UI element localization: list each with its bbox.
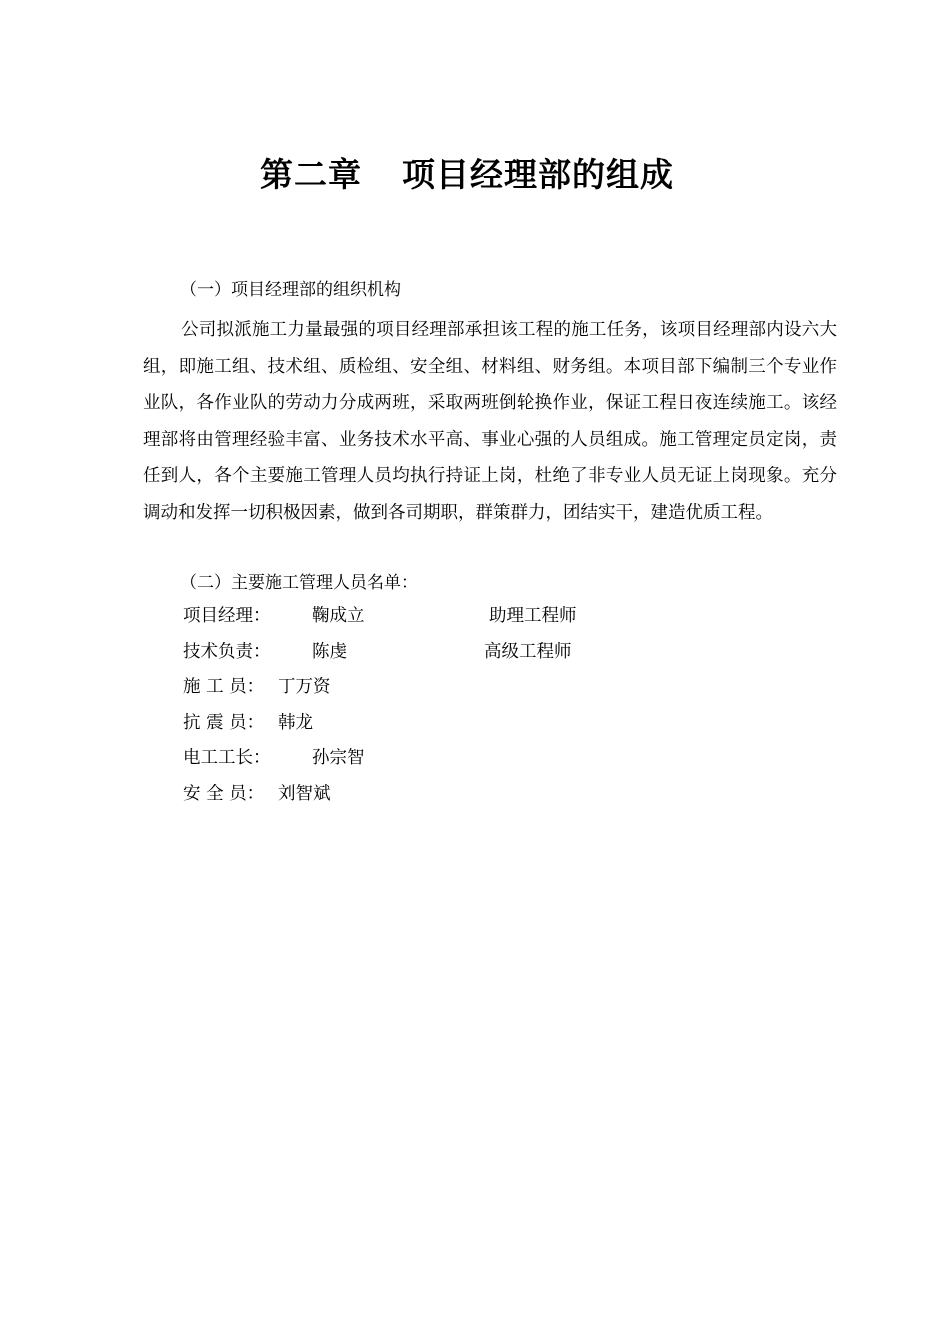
staff-name: 韩龙 [278,713,313,733]
section-heading-staff-list: （二）主要施工管理人员名单： [180,573,418,593]
staff-row [183,710,783,736]
staff-role: 抗 震 员： [183,713,265,733]
staff-name: 孙宗智 [312,748,365,768]
organization-paragraph: 公司拟派施工力量最强的项目经理部承担该工程的施工任务，该项目经理部内设六大组，即施工组、技术组、质检组、安全组、材料组、财务组。本项目部下编制三个专业作业队，各作业队的劳动力分成两班，采取两班倒轮换作业，保证工程日夜连续施工。该经理部将由管理经验丰富、业务技术水平高、事业心强的人员组成。施工管理定员定岗，责任到人，各个主要施工管理人员均执行持证上岗，杜绝了非专业人员无证上岗现象。充分调动和发挥一切积极因素，做到各司期职，群策群力，团结实干，建造优质工程。 [143,320,837,523]
chapter-title [0,152,934,198]
staff-role: 技术负责： [183,642,271,662]
chapter-name: 项目经理部的组成 [402,155,674,194]
staff-role: 施 工 员： [183,677,265,697]
staff-title: 助理工程师 [489,606,577,626]
staff-name: 刘智斌 [278,784,331,804]
staff-role: 电工工长： [183,748,271,768]
staff-name: 陈虔 [312,642,347,662]
chapter-number: 第二章 [260,155,362,194]
staff-role: 项目经理： [183,606,271,626]
staff-row [183,603,783,629]
staff-role: 安 全 员： [183,784,265,804]
staff-row [183,745,783,771]
staff-name: 鞠成立 [312,606,365,626]
staff-row [183,639,783,665]
staff-row [183,781,783,807]
section-heading-organization: （一）项目经理部的组织机构 [180,280,401,300]
staff-row [183,674,783,700]
staff-name: 丁万资 [278,677,331,697]
staff-title: 高级工程师 [484,642,572,662]
